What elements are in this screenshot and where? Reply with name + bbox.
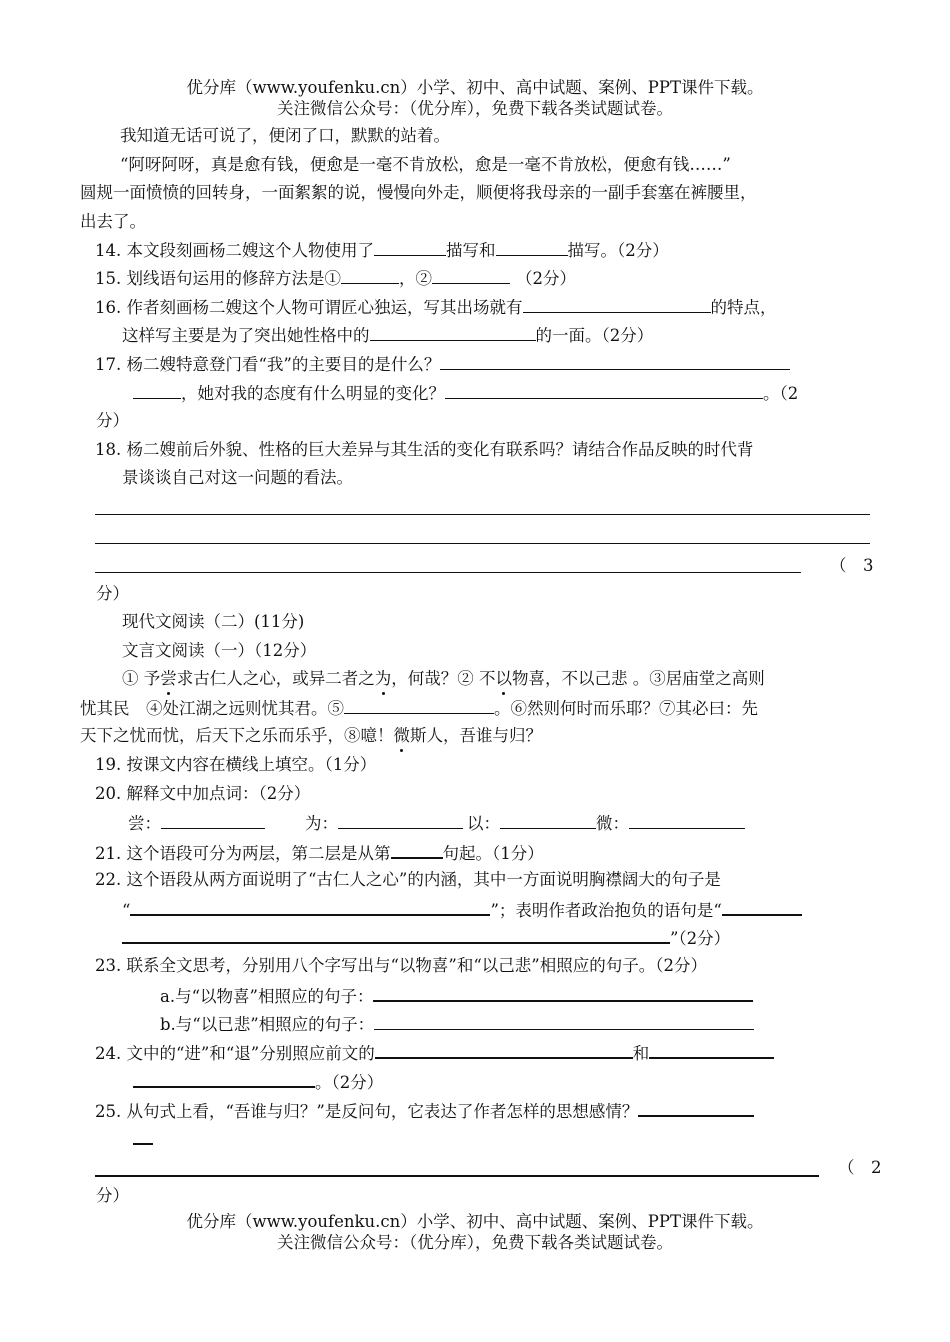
q14-blank-2[interactable] bbox=[496, 239, 568, 256]
dotted-word-wei-2: 微 bbox=[393, 726, 410, 745]
question-18: 18. 杨二嫂前后外貌、性格的巨大差异与其生活的变化有联系吗？请结合作品反映的时代背 bbox=[95, 440, 754, 459]
q25-blank-cont[interactable] bbox=[133, 1143, 153, 1145]
question-22-cont-2: ”（2分） bbox=[122, 926, 730, 950]
question-17-cont: ，她对我的态度有什么明显的变化？ 。（2 bbox=[133, 382, 798, 405]
q17-blank-1-cont[interactable] bbox=[133, 382, 181, 399]
q17-blank-2[interactable] bbox=[445, 382, 763, 399]
question-16: 16. 作者刻画杨二嫂这个人物可谓匠心独运，写其出场就有 的特点， bbox=[95, 298, 777, 317]
question-23: 23. 联系全文思考，分别用八个字写出与“以物喜”和“以己悲”相照应的句子。（2分） bbox=[95, 956, 707, 975]
q24-blank-2[interactable] bbox=[649, 1041, 774, 1059]
dotted-word-wei: 为 bbox=[374, 669, 392, 688]
question-18-cont: 景谈谈自己对这一问题的看法。 bbox=[122, 468, 353, 487]
question-23-b: b.与“以已悲”相照应的句子： bbox=[160, 1013, 754, 1036]
q25-blank[interactable] bbox=[638, 1099, 754, 1117]
q24-blank-2-cont[interactable] bbox=[133, 1070, 315, 1088]
passage-paragraph-2-line-2: 圆规一面愤愤的回转身，一面絮絮的说，慢慢向外走，顺便将我母亲的一副手套塞在裤腰里， bbox=[80, 183, 757, 202]
q16-blank-1[interactable] bbox=[523, 296, 711, 313]
section-classical-reading-1: 文言文阅读（一）（12分） bbox=[122, 641, 317, 660]
question-20-terms: 尝： 为： 以： 微： bbox=[128, 812, 745, 835]
section-modern-reading-2: 现代文阅读（二）(11分) bbox=[122, 612, 305, 631]
question-24-cont: 。（2分） bbox=[133, 1070, 383, 1094]
question-16-cont: 这样写主要是为了突出她性格中的 的一面。（2分） bbox=[122, 326, 654, 345]
q17-blank-1[interactable] bbox=[440, 353, 790, 370]
classical-line-3: 天下之忧而忧，后天下之乐而乐乎，⑧噫！微斯人，吾谁与归？ bbox=[80, 726, 542, 745]
q24-blank-1[interactable] bbox=[375, 1041, 633, 1059]
q23-blank-a[interactable] bbox=[373, 984, 753, 1002]
q20-blank-wei-2[interactable] bbox=[629, 812, 745, 829]
q25-answer-line[interactable] bbox=[95, 1175, 819, 1177]
passage-paragraph-2-line-1: “阿呀阿呀，真是愈有钱，便愈是一毫不肯放松，愈是一毫不肯放松，便愈有钱……” bbox=[120, 155, 731, 174]
header-line-1: 优分库（www.youfenku.cn）小学、初中、高中试题、案例、PPT课件下载。 bbox=[186, 78, 764, 97]
q22-blank-1[interactable] bbox=[130, 898, 490, 916]
q15-blank-2[interactable] bbox=[432, 267, 510, 284]
q22-blank-2[interactable] bbox=[722, 898, 802, 916]
question-15: 15. 划线语句运用的修辞方法是① ，② （2分） bbox=[95, 269, 576, 288]
q20-blank-yi[interactable] bbox=[500, 812, 596, 829]
question-25-score: （ 2 bbox=[838, 1158, 882, 1177]
question-17: 17. 杨二嫂特意登门看“我”的主要目的是什么？ bbox=[95, 353, 790, 376]
dotted-word-yi: 以 bbox=[495, 669, 512, 688]
q18-answer-line-2[interactable] bbox=[95, 543, 870, 544]
q23-blank-b[interactable] bbox=[374, 1013, 754, 1030]
footer-line-1: 优分库（www.youfenku.cn）小学、初中、高中试题、案例、PPT课件下载。 bbox=[186, 1212, 764, 1231]
dotted-word-chang: 尝 bbox=[160, 669, 177, 688]
q18-answer-line-1[interactable] bbox=[95, 514, 870, 515]
question-20: 20. 解释文中加点词：（2分） bbox=[95, 784, 311, 803]
q15-blank-1[interactable] bbox=[341, 267, 399, 284]
question-21: 21. 这个语段可分为两层，第二层是从第 句起。（1分） bbox=[95, 841, 544, 865]
q18-answer-line-3[interactable] bbox=[95, 572, 801, 573]
q20-blank-chang[interactable] bbox=[161, 812, 265, 829]
header-line-2: 关注微信公众号：（优分库），免费下载各类试题试卷。 bbox=[277, 99, 673, 118]
question-14: 14. 本文段刻画杨二嫂这个人物使用了 描写和 描写。（2分） bbox=[95, 241, 669, 260]
question-17-score-end: 分） bbox=[96, 411, 129, 430]
passage-paragraph-1: 我知道无话可说了，便闭了口，默默的站着。 bbox=[120, 126, 450, 145]
question-25-score-end: 分） bbox=[96, 1186, 129, 1205]
question-25: 25. 从句式上看，“吾谁与归？”是反问句，它表达了作者怎样的思想感情？ bbox=[95, 1099, 754, 1123]
q14-blank-1[interactable] bbox=[374, 239, 446, 256]
classical-line-1: ① 予尝求古仁人之心，或异二者之为，何哉？② 不以物喜，不以己悲 。③居庙堂之高则 bbox=[122, 669, 765, 688]
question-19: 19. 按课文内容在横线上填空。（1分） bbox=[95, 755, 377, 774]
footer-line-2: 关注微信公众号：（优分库），免费下载各类试题试卷。 bbox=[277, 1233, 673, 1252]
q20-blank-wei[interactable] bbox=[338, 812, 463, 829]
q16-blank-2[interactable] bbox=[370, 324, 536, 341]
question-18-score-end: 分） bbox=[96, 584, 129, 603]
question-23-a: a.与“以物喜”相照应的句子： bbox=[160, 984, 753, 1008]
passage-paragraph-2-line-3: 出去了。 bbox=[80, 212, 146, 231]
question-22: 22. 这个语段从两方面说明了“古仁人之心”的内涵，其中一方面说明胸襟阔大的句子是 bbox=[95, 870, 721, 889]
question-24: 24. 文中的“进”和“退”分别照应前文的 和 bbox=[95, 1041, 774, 1065]
classical-fill-blank[interactable] bbox=[344, 697, 494, 714]
classical-line-2: 忧其民 ④处江湖之远则忧其君。⑤ 。⑥然则何时而乐耶？⑦其必曰：先 bbox=[80, 699, 758, 718]
q22-blank-2-cont[interactable] bbox=[122, 926, 670, 944]
question-22-cont: “ ”；表明作者政治抱负的语句是“ bbox=[122, 898, 802, 922]
question-18-score: （ 3 bbox=[830, 556, 874, 575]
q21-blank[interactable] bbox=[391, 841, 443, 859]
